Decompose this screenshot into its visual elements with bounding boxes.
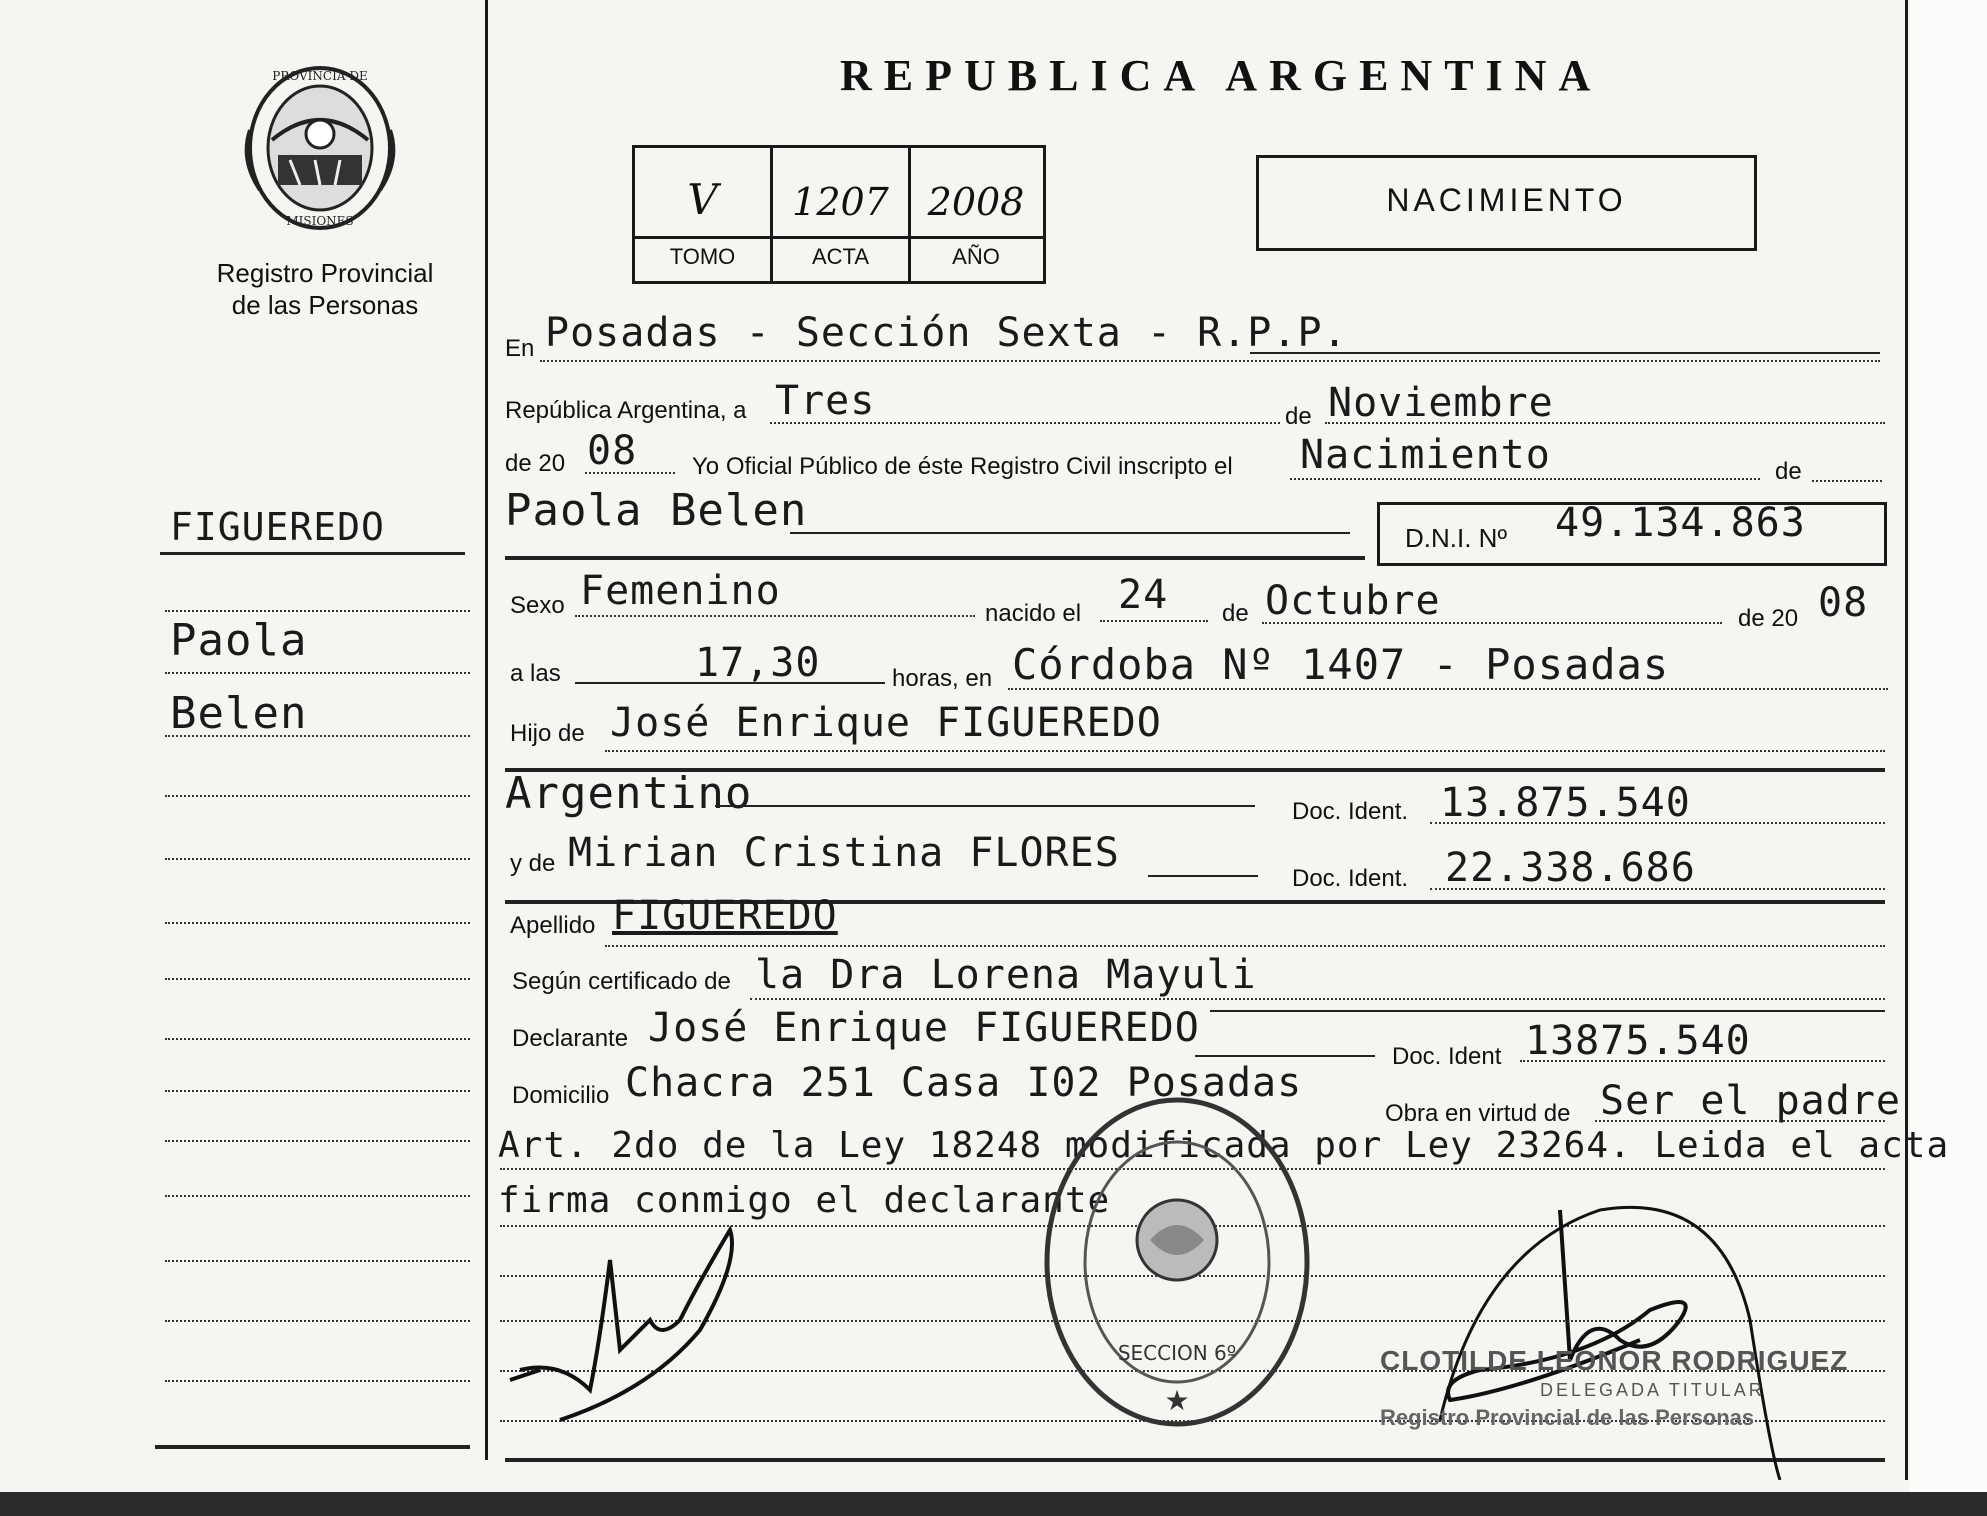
sexo-label: Sexo bbox=[510, 592, 565, 619]
dni-label: D.N.I. Nº bbox=[1405, 523, 1507, 553]
obra-value: Ser el padre bbox=[1600, 1078, 1901, 1124]
acta-value: 1207 bbox=[792, 180, 889, 224]
alas-label: a las bbox=[510, 660, 561, 687]
margin-surname: FIGUEREDO bbox=[170, 505, 385, 549]
form-line bbox=[1195, 1055, 1375, 1057]
margin-line bbox=[165, 672, 470, 674]
form-line bbox=[1812, 480, 1882, 482]
birth-month: Octubre bbox=[1265, 578, 1441, 624]
person-name: Paola Belen bbox=[505, 485, 808, 536]
form-line bbox=[1430, 888, 1885, 890]
margin-line bbox=[165, 922, 470, 924]
margin-line bbox=[165, 1090, 470, 1092]
hijo-label: Hijo de bbox=[510, 720, 585, 747]
official-seal-icon bbox=[1040, 1090, 1315, 1435]
form-line bbox=[540, 360, 1880, 362]
birth-year: 08 bbox=[1818, 580, 1869, 626]
segun-label: Según certificado de bbox=[512, 968, 731, 995]
apellido-label: Apellido bbox=[510, 912, 596, 939]
margin-line bbox=[165, 795, 470, 797]
nacido-label: nacido el bbox=[985, 600, 1082, 627]
form-line bbox=[770, 422, 1280, 424]
birth-day: 24 bbox=[1118, 572, 1169, 618]
registrar-signature bbox=[1420, 1190, 1840, 1480]
crest-text-top: PROVINCIA DE bbox=[272, 69, 368, 83]
margin-line bbox=[165, 735, 470, 737]
year-prefix: de 20 bbox=[505, 450, 566, 477]
form-line bbox=[605, 750, 1885, 752]
yde-label: y de bbox=[510, 850, 556, 877]
margin-line bbox=[160, 552, 465, 555]
form-line bbox=[575, 615, 975, 617]
margin-line bbox=[165, 858, 470, 860]
doc-label-3: Doc. Ident bbox=[1392, 1043, 1502, 1070]
registry-name-line1: Registro Provincial bbox=[216, 258, 434, 288]
margin-line bbox=[165, 610, 470, 612]
doc-label: Doc. Ident. bbox=[1292, 798, 1409, 825]
official-role: DELEGADA TITULAR bbox=[1540, 1380, 1765, 1400]
margin-line bbox=[165, 1038, 470, 1040]
form-line bbox=[1325, 422, 1885, 424]
en-label: En bbox=[505, 335, 535, 362]
anio-value: 2008 bbox=[927, 180, 1025, 224]
ref-divider bbox=[632, 236, 1043, 239]
declarante-value: José Enrique FIGUEREDO bbox=[648, 1005, 1200, 1051]
form-line bbox=[1430, 822, 1885, 824]
anio-label: AÑO bbox=[952, 244, 1000, 269]
form-line bbox=[1262, 622, 1722, 624]
margin-line bbox=[165, 1195, 470, 1197]
note-line-1: Art. 2do de la Ley 18248 modificada por Ley 23264. Leida el acta bbox=[498, 1125, 1950, 1166]
form-line bbox=[1008, 688, 1888, 690]
place-value: Córdoba Nº 1407 - Posadas bbox=[1012, 640, 1670, 689]
declarant-signature bbox=[500, 1220, 760, 1430]
en-value: Posadas - Sección Sexta - R.P.P. bbox=[545, 310, 1348, 356]
margin-line bbox=[165, 978, 470, 980]
mother-doc: 22.338.686 bbox=[1445, 845, 1696, 891]
seal-bottom-text: SECCION 6º bbox=[1117, 1341, 1237, 1365]
inscripto-value: Nacimiento bbox=[1300, 432, 1551, 478]
official-name: CLOTILDE LEONOR RODRIGUEZ bbox=[1380, 1345, 1849, 1376]
apellido-value: FIGUEREDO bbox=[612, 893, 838, 939]
right-border bbox=[1905, 0, 1908, 1480]
form-line bbox=[715, 805, 1255, 807]
margin-name-2: Belen bbox=[170, 688, 308, 739]
domicilio-label: Domicilio bbox=[512, 1082, 610, 1109]
form-line bbox=[750, 998, 1885, 1000]
country-title: REPUBLICA ARGENTINA bbox=[840, 51, 1603, 100]
form-line bbox=[790, 532, 1350, 534]
time-value: 17,30 bbox=[695, 640, 821, 686]
margin-bottom-rule bbox=[155, 1445, 470, 1449]
de-label-2: de bbox=[1775, 458, 1802, 485]
record-type: NACIMIENTO bbox=[1386, 182, 1627, 218]
page-edge bbox=[1910, 0, 1987, 1492]
doc-label-2: Doc. Ident. bbox=[1292, 865, 1409, 892]
de-label-3: de bbox=[1222, 600, 1249, 627]
acta-label: ACTA bbox=[811, 244, 870, 269]
domicilio-value: Chacra 251 Casa I02 Posadas bbox=[625, 1060, 1303, 1106]
declarante-label: Declarante bbox=[512, 1025, 629, 1052]
oficial-text: Yo Oficial Público de éste Registro Civil inscripto el bbox=[692, 453, 1233, 480]
margin-line bbox=[165, 1380, 470, 1382]
father-value: José Enrique FIGUEREDO bbox=[610, 700, 1162, 746]
dni-value: 49.134.863 bbox=[1555, 500, 1806, 546]
father-doc: 13.875.540 bbox=[1440, 780, 1691, 826]
father-nationality: Argentino bbox=[505, 768, 753, 819]
tomo-value: V bbox=[687, 175, 718, 224]
obra-label: Obra en virtud de bbox=[1385, 1100, 1571, 1127]
segun-value: la Dra Lorena Mayuli bbox=[755, 952, 1257, 998]
form-line bbox=[1250, 352, 1880, 354]
form-line bbox=[1290, 478, 1760, 480]
mother-value: Mirian Cristina FLORES bbox=[568, 830, 1120, 876]
month-value: Noviembre bbox=[1328, 380, 1554, 426]
margin-line bbox=[165, 1140, 470, 1142]
form-line bbox=[585, 472, 675, 474]
form-line bbox=[605, 945, 1885, 947]
crest-text-bottom: MISIONES bbox=[286, 214, 354, 228]
de-label: de bbox=[1285, 403, 1312, 430]
margin-line bbox=[165, 1320, 470, 1322]
tomo-label: TOMO bbox=[669, 244, 736, 269]
republica-label: República Argentina, a bbox=[505, 397, 747, 424]
margin-name-1: Paola bbox=[170, 615, 308, 666]
note-line-2: firma conmigo el declarante bbox=[498, 1180, 1111, 1221]
sexo-value: Femenino bbox=[580, 568, 781, 614]
margin-line bbox=[165, 1260, 470, 1262]
birth-year-prefix: de 20 bbox=[1738, 605, 1799, 632]
form-line bbox=[505, 556, 1365, 560]
declarante-doc: 13875.540 bbox=[1525, 1018, 1751, 1064]
day-value: Tres bbox=[775, 378, 876, 424]
form-line bbox=[1520, 1060, 1885, 1062]
column-divider bbox=[485, 0, 488, 1460]
registry-name-line2: de las Personas bbox=[231, 290, 419, 320]
provincial-crest-icon bbox=[240, 60, 400, 235]
year-value: 08 bbox=[587, 428, 638, 474]
form-line bbox=[1148, 875, 1258, 877]
form-line bbox=[575, 682, 885, 684]
form-line bbox=[1100, 620, 1208, 622]
star-icon: ★ bbox=[1164, 1385, 1190, 1416]
form-line bbox=[1210, 1010, 1885, 1012]
horas-label: horas, en bbox=[892, 665, 993, 692]
form-line bbox=[1595, 1120, 1885, 1122]
official-org: Registro Provincial de las Personas bbox=[1380, 1405, 1755, 1430]
